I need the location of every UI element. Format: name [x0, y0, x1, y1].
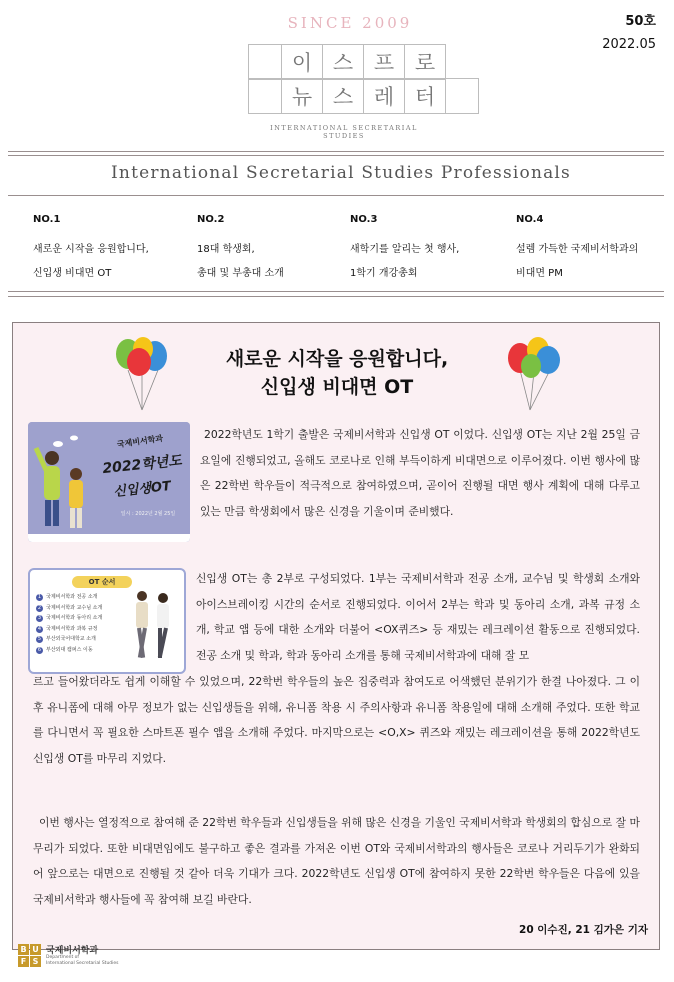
department-name-en: Department of [46, 955, 79, 960]
list-item: 2 국제비서학과 교수님 소개 [37, 604, 103, 611]
divider [8, 296, 664, 297]
logo-char: 터 [404, 78, 446, 114]
article-byline: 20 이수진, 21 김가은 기자 [519, 924, 648, 936]
toc-item-title[interactable]: 설렘 가득한 국제비서학과의 [516, 244, 639, 255]
poster-date: 일시 : 2022년 2월 25일 [120, 511, 176, 517]
poster-year: 2022학년도 [101, 452, 183, 478]
tagline: International Secretarial Studies Professionals [111, 163, 571, 183]
newsletter-logo [248, 44, 478, 112]
logo-subtitle: INTERNATIONAL SECRETARIAL STUDIES [270, 124, 418, 140]
toc-item-title[interactable]: 18대 학생회, [197, 244, 255, 255]
toc-item-title[interactable]: 1학기 개강총회 [350, 268, 418, 279]
department-name: 국제비서학과 [46, 946, 99, 956]
toc-number: NO.4 [516, 214, 544, 225]
toc-number: NO.3 [350, 214, 378, 225]
toc-number: NO.1 [33, 214, 61, 225]
logo-char: 레 [363, 78, 405, 114]
department-name-en: International Secretarial Studies [46, 961, 119, 966]
since-label: SINCE 2009 [287, 14, 413, 32]
issue-date: 2022.05 [602, 37, 656, 52]
article-paragraph: 르고 들어왔더라도 쉽게 이해할 수 있었으며, 22학번 학우들의 높은 집중력과 참여도로 어색했던 분위기가 한결 나아졌다. 그 이후 유니폼에 대해 아무 정보가 없는 신입생들을 위해, 유니폼 착용 시 주의사항과 유니폼 착용일에 대해 소개해 주었다. 또한 학교를 다니면서 꼭 필요한 스마트폰 필수 앱을 소개해 주었다. 마지막으로는 <O,X> 퀴즈와 재밌는 레크레이션을 통해 2022학년도 신입생 OT를 마무리 지었다. [33, 675, 640, 765]
logo-char: 이 [281, 44, 323, 80]
toc-item-title[interactable]: 총대 및 부총대 소개 [197, 268, 284, 279]
article-paragraph: 이번 행사는 열정적으로 참여해 준 22학번 학우들과 신입생들을 위해 많은 신경을 기울인 국제비서학과 학생회의 합심으로 잘 마무리가 되었다. 또한 비대면임에도 불구하고 좋은 결과를 가져온 이번 OT와 국제비서학과의 행사들은 코로나 거리두기가 완화되어 앞으로는 대면으로 진행될 것 같아 더욱 기대가 크다. 2022학년도 신입생 OT에 참여하지 못한 22학번 학우들은 다음에 있을 국제비서학과 행사들에 꼭 참여해 보길 바란다. [33, 816, 640, 906]
bufs-logo-icon: B U F S [18, 944, 41, 967]
logo-char: 프 [363, 44, 405, 80]
logo-char: 스 [322, 44, 364, 80]
toc-number: NO.2 [197, 214, 225, 225]
article-headline: 새로운 시작을 응원합니다, 신입생 비대면 OT [225, 348, 449, 398]
toc-item-title[interactable]: 새학기를 알리는 첫 행사, [350, 244, 460, 255]
list-item: 6 부산외대 캠퍼스 이동 [37, 646, 93, 653]
ot-poster-image [28, 422, 190, 542]
list-item: 5 부산외국어대학교 소개 [37, 636, 96, 642]
article-paragraph: 2022학년도 1학기 출발은 국제비서학과 신입생 OT 이었다. 신입생 OT는 지난 2월 25일 금요일에 진행되었고, 올해도 코로나로 인해 부득이하게 비대면으로 이루어졌다. 이번 행사에 많은 22학번 학우들이 적극적으로 참여하였으며, 곧이어 진행될 대면 행사 계획에 대해 다루고 있는 만큼 학생회에서 많은 신경을 기울이며 준비했다. [200, 428, 640, 518]
list-item: 1 국제비서학과 전공 소개 [37, 594, 98, 600]
poster-title: 국제비서학과 [116, 433, 164, 450]
logo-char: 뉴 [281, 78, 323, 114]
logo-char: 로 [404, 44, 446, 80]
poster-label: 신입생OT [112, 479, 172, 500]
list-item: 4 국제비서학과 과복 규정 [37, 625, 98, 632]
logo-char: 스 [322, 78, 364, 114]
article-paragraph: 신입생 OT는 총 2부로 구성되었다. 1부는 국제비서학과 전공 소개, 교수님 및 학생회 소개와 아이스브레이킹 시간의 순서로 진행되었다. 이어서 2부는 학과 및 동아리 소개, 과복 규정 소개, 학교 앱 등에 대한 소개와 더불어 <OX퀴즈> 등 재밌는 레크레이션 활동으로 진행되었다. 전공 소개 및 학과, 학과 동아리 소개를 통해 국제비서학과에 대해 잘 모 [196, 572, 640, 662]
divider [8, 155, 664, 156]
ot-order-list [36, 592, 124, 655]
students-illustration [126, 586, 180, 668]
issue-number: 50호 [625, 14, 656, 29]
ot-order-badge: OT 순서 [72, 576, 132, 588]
divider [8, 151, 664, 152]
divider [8, 195, 664, 196]
list-item: 3 국제비서학과 동아리 소개 [37, 615, 103, 621]
toc-item-title[interactable]: 비대면 PM [516, 268, 563, 279]
toc-item-title[interactable]: 새로운 시작을 응원합니다, [33, 244, 149, 255]
divider [8, 291, 664, 292]
ot-order-image [28, 568, 186, 674]
toc-item-title[interactable]: 신입생 비대면 OT [33, 268, 112, 279]
